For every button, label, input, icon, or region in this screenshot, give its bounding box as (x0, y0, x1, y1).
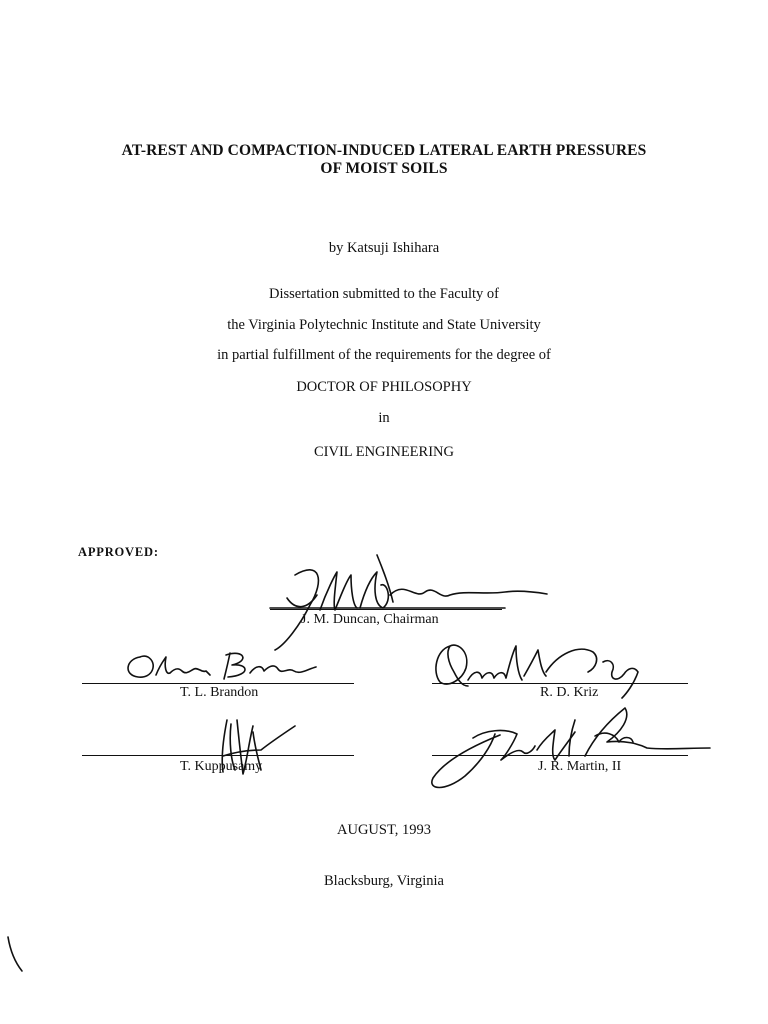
brandon-name: T. L. Brandon (180, 685, 259, 700)
brandon-signature-line (82, 683, 354, 684)
in-word: in (378, 410, 390, 426)
degree-name: DOCTOR OF PHILOSOPHY (296, 379, 472, 395)
chairman-name: J. M. Duncan, Chairman (301, 612, 439, 627)
kuppusamy-signature-line (82, 755, 354, 756)
margin-scan-mark (4, 935, 28, 975)
kriz-name: R. D. Kriz (540, 685, 599, 700)
brandon-signature (118, 645, 328, 685)
submission-line-3: in partial fulfillment of the requirements for the degree of (217, 347, 551, 363)
title-line-2: OF MOIST SOILS (320, 160, 448, 177)
field-name: CIVIL ENGINEERING (313, 444, 454, 460)
author-line: by Katsuji Ishihara (328, 240, 440, 256)
kuppusamy-name: T. Kuppusamy (180, 759, 263, 774)
chairman-signature-line (270, 609, 502, 610)
submission-line-2: the Virginia Polytechnic Institute and State University (227, 317, 541, 333)
martin-signature-line (432, 755, 688, 756)
date-line: AUGUST, 1993 (337, 822, 431, 838)
kriz-signature-line (432, 683, 688, 684)
submission-line-1: Dissertation submitted to the Faculty of (269, 286, 499, 302)
martin-name: J. R. Martin, II (538, 759, 622, 774)
location-line: Blacksburg, Virginia (324, 873, 444, 889)
title-line-1: AT-REST AND COMPACTION-INDUCED LATERAL EARTH PRESSURES (121, 142, 647, 159)
approved-label: APPROVED: (78, 545, 159, 559)
martin-signature (425, 700, 715, 795)
